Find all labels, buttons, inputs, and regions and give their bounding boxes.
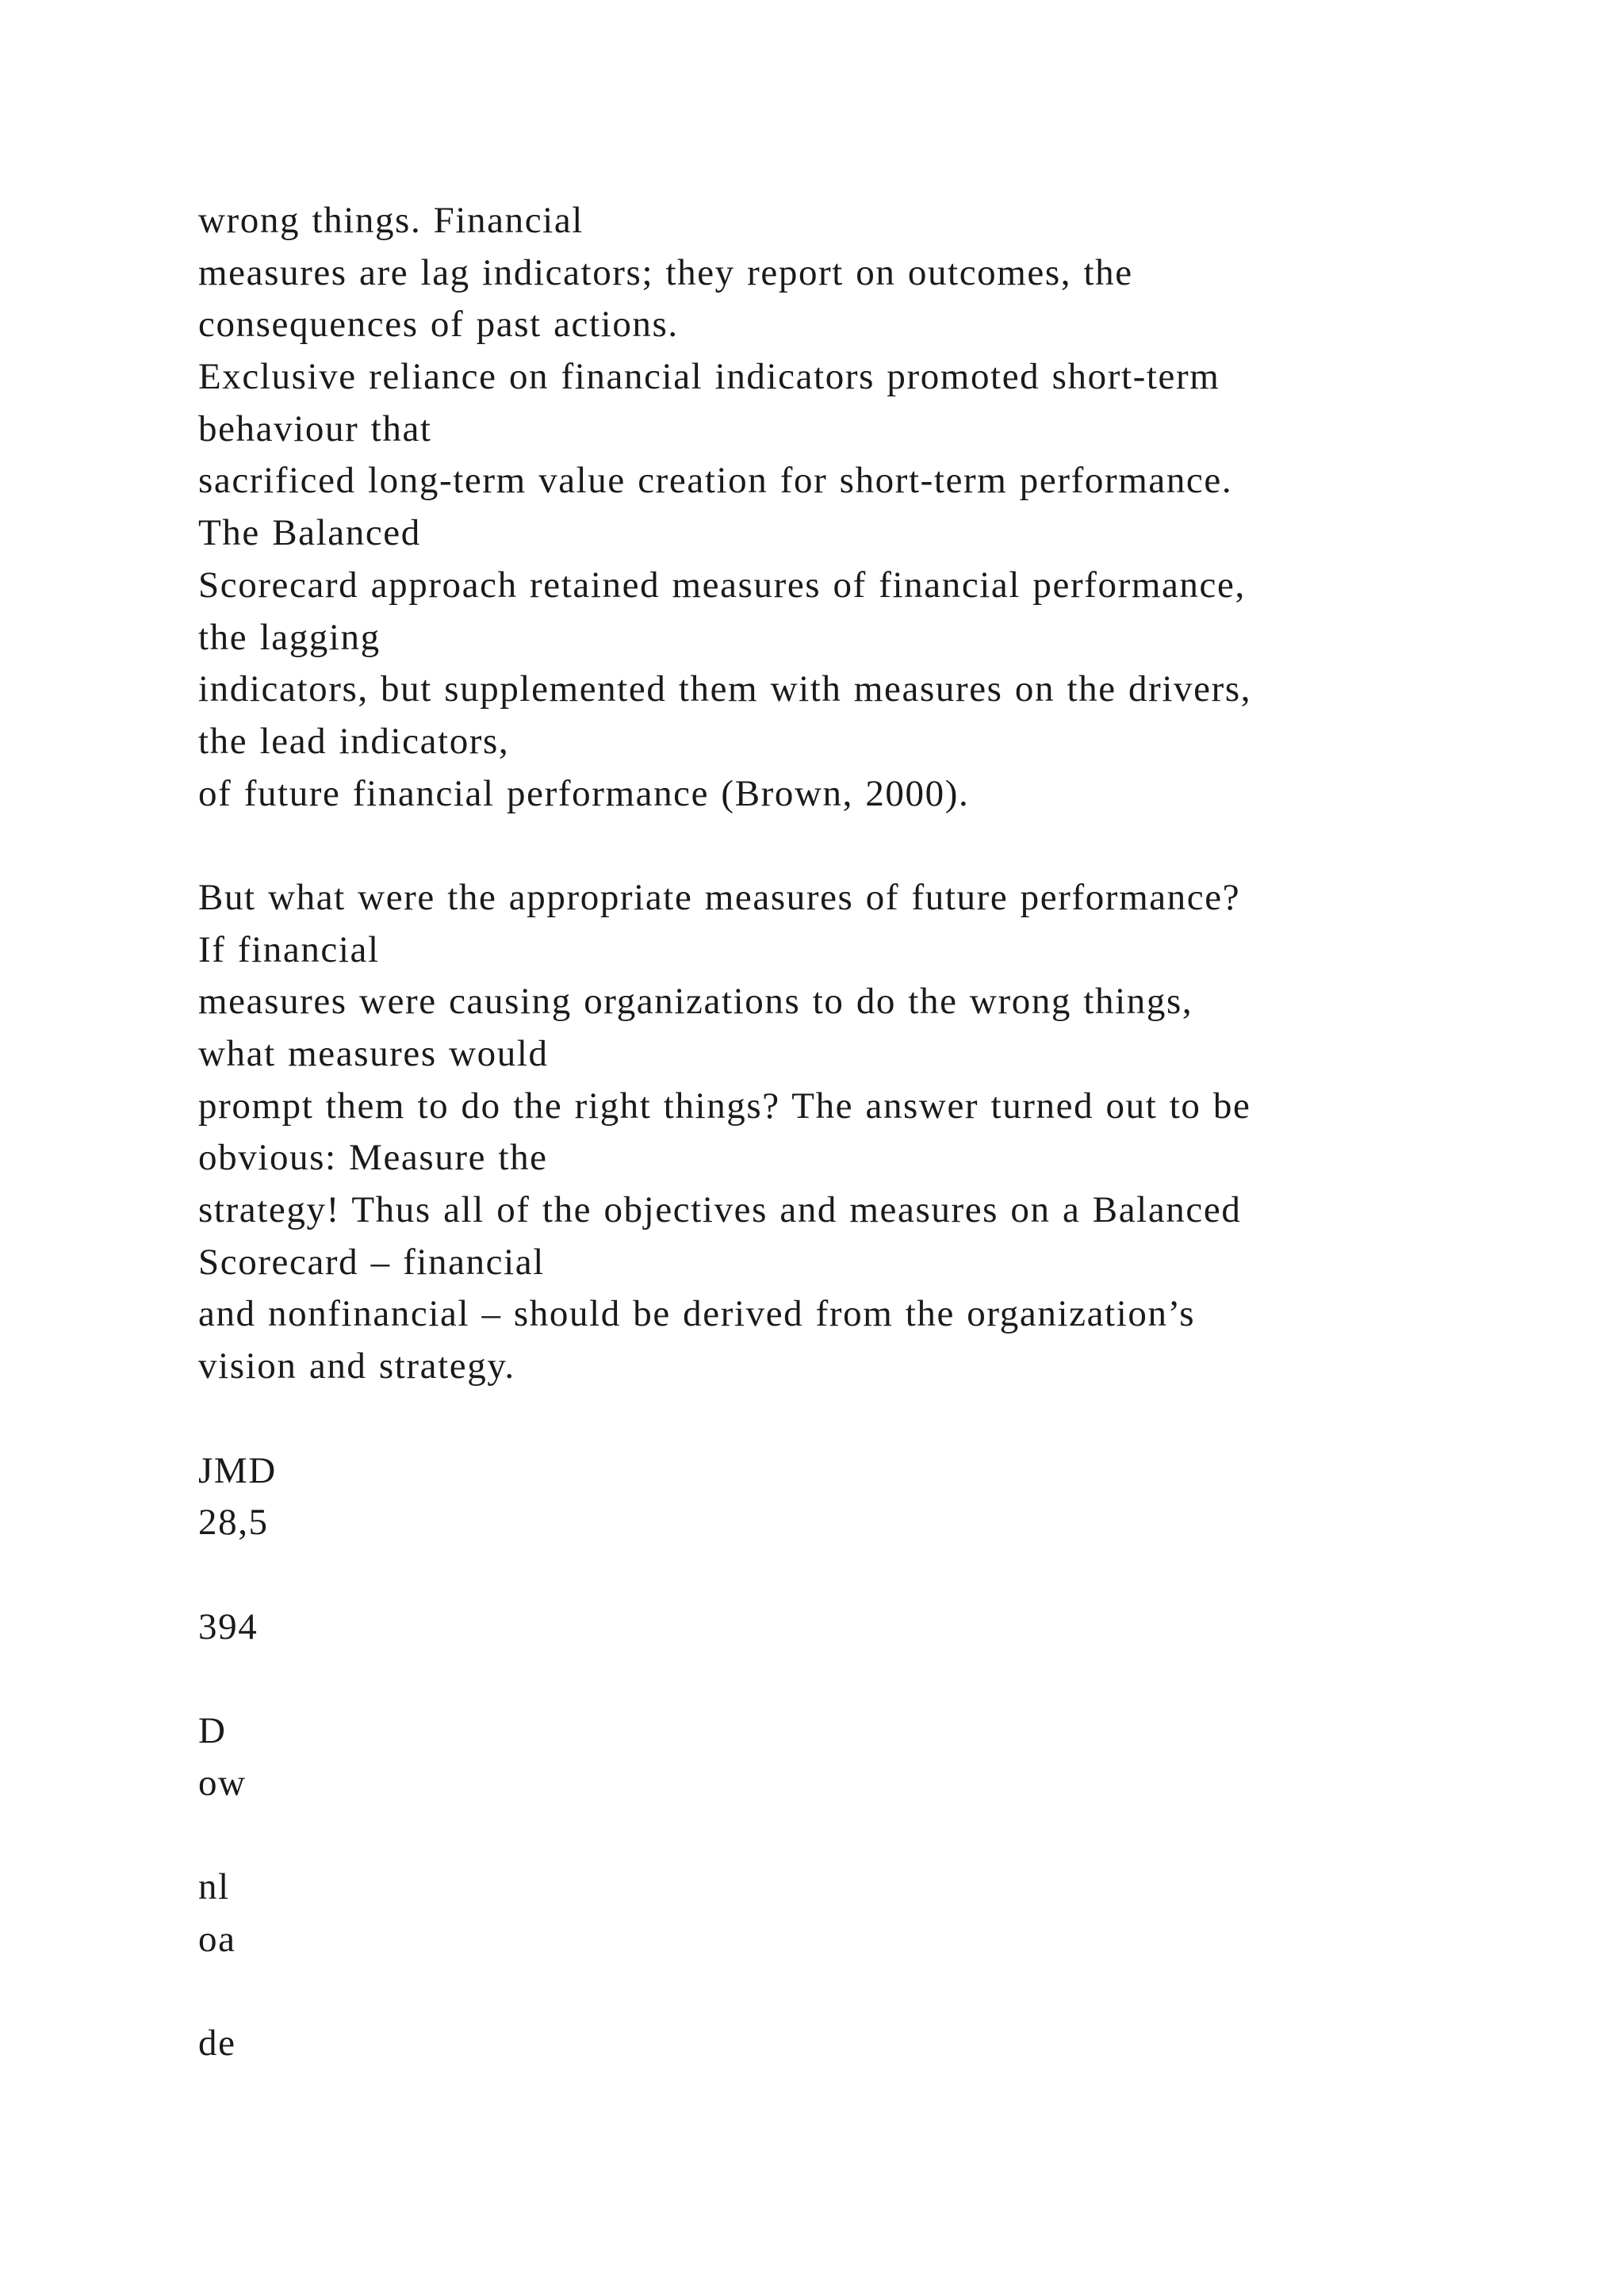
text-line: Exclusive reliance on financial indicators promoted short-term [198,356,1220,398]
text-line: measures were causing organizations to do the wrong things, [198,981,1193,1023]
watermark-fragment [198,1862,1594,1965]
text-line: obvious: Measure the [198,1137,548,1179]
paragraph-gap [198,820,1594,872]
paragraph-gap [198,1809,1594,1862]
text-line: the lead indicators, [198,720,510,762]
text-line: sacrificed long-term value creation for short-term performance. [198,460,1233,502]
text-line: prompt them to do the right things? The answer turned out to be [198,1085,1251,1127]
text-line: Scorecard – financial [198,1241,545,1283]
text-line: If financial [198,928,380,970]
watermark-text: ow [198,1762,247,1804]
text-line: Scorecard approach retained measures of financial performance, [198,564,1246,606]
text-line: indicators, but supplemented them with measures on the drivers, [198,668,1252,710]
document-page [198,195,1594,2070]
watermark-fragment [198,2018,1594,2070]
text-line: But what were the appropriate measures of future performance? [198,876,1241,918]
paragraph-gap [198,1549,1594,1601]
paragraph-measure-strategy [198,872,1594,1393]
watermark-fragment [198,1705,1594,1809]
paragraph-gap [198,1393,1594,1445]
text-line: consequences of past actions. [198,304,679,346]
page-number: 394 [198,1605,259,1647]
watermark-text: oa [198,1918,236,1960]
journal-name: JMD [198,1449,277,1491]
journal-volume-issue: 28,5 [198,1502,269,1544]
text-line: behaviour that [198,408,432,450]
text-line: of future financial performance (Brown, 2000). [198,772,970,814]
text-line: measures are lag indicators; they report on outcomes, the [198,251,1133,293]
watermark-text: nl [198,1866,230,1908]
text-line: and nonfinancial – should be derived from the organization’s [198,1293,1196,1335]
paragraph-gap [198,1653,1594,1705]
text-line: wrong things. Financial [198,200,584,241]
text-line: strategy! Thus all of the objectives and measures on a Balanced [198,1189,1242,1231]
text-line: the lagging [198,616,381,658]
paragraph-lag-indicators [198,195,1594,820]
text-line: what measures would [198,1033,549,1074]
text-line: The Balanced [198,512,421,554]
watermark-text: D [198,1709,227,1751]
journal-reference [198,1445,1594,1549]
text-line: vision and strategy. [198,1345,515,1387]
watermark-text: de [198,2022,236,2064]
paragraph-gap [198,1965,1594,2018]
